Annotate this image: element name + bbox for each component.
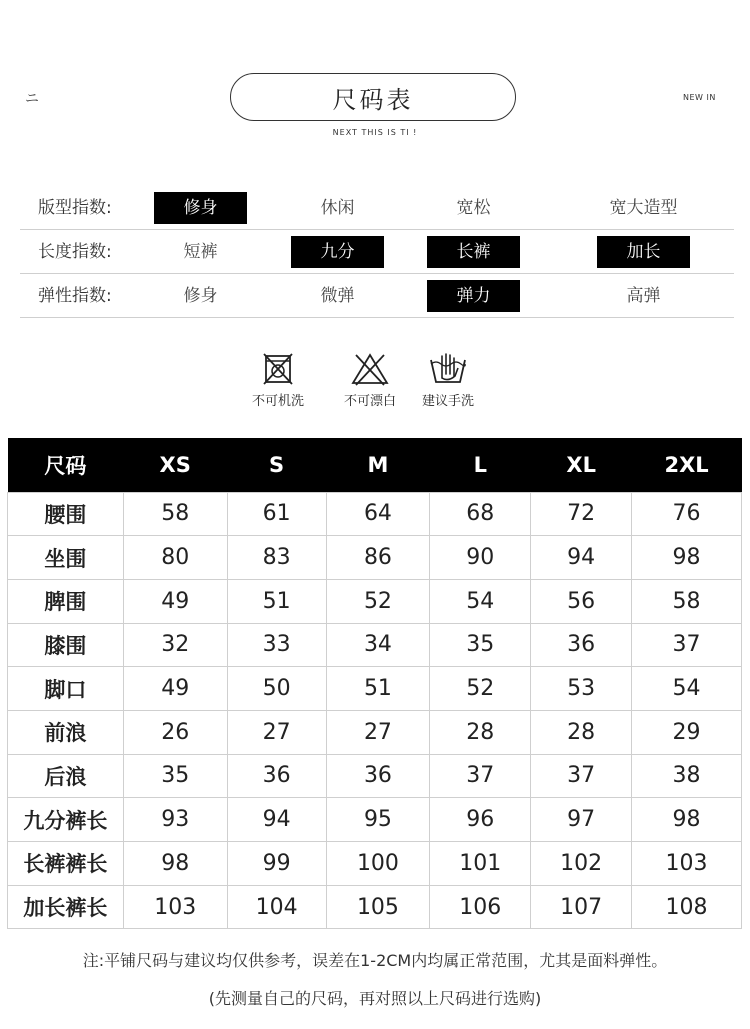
row-header: 脚口 [8,667,124,711]
table-row [8,667,742,711]
stretch-index-label: 弹性指数: [38,286,112,306]
table-cell: 90 [430,536,531,580]
column-header: L [473,452,487,477]
table-cell: 72 [531,492,632,536]
table-cell: 49 [123,579,227,623]
care-hand-wash [408,352,488,409]
size-table-body [8,492,742,929]
length-option-ninth: 九分 [291,236,384,268]
table-row [8,842,742,886]
length-option-shorts: 短裤 [183,242,218,262]
corner-mark: ニ [25,91,39,107]
measurement-advice: (先测量自己的尺码，再对照以上尺码进行选购) [208,989,542,1008]
no-bleach-icon [350,352,390,386]
table-cell: 104 [227,885,326,929]
column-header: S [269,452,285,477]
table-cell: 34 [326,623,430,667]
table-row [8,492,742,536]
table-cell: 103 [632,842,742,886]
page-subtitle: NEXT THIS IS TI ! [332,128,418,137]
row-header: 加长裤长 [8,885,124,929]
hand-wash-icon [428,352,468,386]
table-cell: 52 [430,667,531,711]
care-no-machine-wash [238,352,318,409]
table-cell: 33 [227,623,326,667]
fit-option-casual: 休闲 [320,198,355,218]
table-cell: 54 [430,579,531,623]
table-cell: 37 [531,754,632,798]
table-row [8,885,742,929]
row-header: 长裤裤长 [8,842,124,886]
stretch-index-row [20,274,734,318]
table-cell: 50 [227,667,326,711]
row-header: 坐围 [8,536,124,580]
column-header: 2XL [664,452,709,477]
table-cell: 86 [326,536,430,580]
table-cell: 97 [531,798,632,842]
table-cell: 83 [227,536,326,580]
table-cell: 98 [632,536,742,580]
table-cell: 98 [123,842,227,886]
care-label: 不可漂白 [343,394,396,409]
stretch-option-slight: 微弹 [320,286,355,306]
length-index-label: 长度指数: [38,242,112,262]
table-cell: 102 [531,842,632,886]
fit-index-label: 版型指数: [38,198,112,218]
row-header: 膝围 [8,623,124,667]
row-header: 九分裤长 [8,798,124,842]
table-cell: 37 [430,754,531,798]
table-cell: 49 [123,667,227,711]
table-row [8,623,742,667]
column-header: 尺码 [44,453,87,478]
table-row [8,710,742,754]
table-cell: 35 [430,623,531,667]
table-cell: 36 [531,623,632,667]
table-cell: 58 [632,579,742,623]
fit-option-loose: 宽松 [456,198,491,218]
table-cell: 61 [227,492,326,536]
column-header: M [367,452,389,477]
table-cell: 28 [430,710,531,754]
fit-index-row [20,186,734,230]
table-cell: 32 [123,623,227,667]
row-header: 后浪 [8,754,124,798]
length-option-extra-long: 加长 [597,236,690,268]
fit-index-table [20,186,734,318]
page-title: 尺码表 [230,73,516,121]
table-cell: 103 [123,885,227,929]
table-cell: 98 [632,798,742,842]
table-cell: 99 [227,842,326,886]
stretch-option-slim: 修身 [183,286,218,306]
table-row [8,579,742,623]
row-header: 前浪 [8,710,124,754]
length-option-long: 长裤 [427,236,520,268]
table-cell: 80 [123,536,227,580]
table-cell: 68 [430,492,531,536]
table-cell: 106 [430,885,531,929]
table-cell: 28 [531,710,632,754]
table-cell: 52 [326,579,430,623]
table-cell: 38 [632,754,742,798]
table-cell: 100 [326,842,430,886]
table-cell: 27 [227,710,326,754]
table-row [8,798,742,842]
table-cell: 76 [632,492,742,536]
table-cell: 26 [123,710,227,754]
new-in-label: NEW IN [683,93,716,102]
column-header: XS [159,452,191,477]
table-cell: 37 [632,623,742,667]
table-cell: 36 [227,754,326,798]
measurement-note: 注:平铺尺码与建议均仅供参考，误差在1-2CM内均属正常范围，尤其是面料弹性。 [82,951,668,970]
row-header: 腰围 [8,492,124,536]
care-label: 建议手洗 [421,394,474,409]
fit-option-oversized: 宽大造型 [609,198,678,218]
table-cell: 27 [326,710,430,754]
table-cell: 35 [123,754,227,798]
care-no-bleach [330,352,410,409]
table-cell: 51 [227,579,326,623]
fit-option-slim: 修身 [154,192,247,224]
table-cell: 54 [632,667,742,711]
no-machine-wash-icon [261,352,295,386]
table-cell: 29 [632,710,742,754]
table-cell: 51 [326,667,430,711]
table-cell: 64 [326,492,430,536]
column-header: XL [566,452,596,477]
table-cell: 107 [531,885,632,929]
table-row [8,536,742,580]
length-index-row [20,230,734,274]
care-label: 不可机洗 [251,394,304,409]
stretch-option-stretch: 弹力 [427,280,520,312]
table-cell: 108 [632,885,742,929]
table-cell: 105 [326,885,430,929]
table-cell: 56 [531,579,632,623]
table-cell: 58 [123,492,227,536]
table-cell: 101 [430,842,531,886]
stretch-option-high: 高弹 [626,286,661,306]
table-cell: 94 [531,536,632,580]
table-cell: 53 [531,667,632,711]
table-cell: 93 [123,798,227,842]
table-cell: 96 [430,798,531,842]
table-cell: 94 [227,798,326,842]
table-row [8,754,742,798]
row-header: 脾围 [8,579,124,623]
size-table-header-row [8,438,742,492]
size-table [7,438,742,929]
table-cell: 36 [326,754,430,798]
table-cell: 95 [326,798,430,842]
